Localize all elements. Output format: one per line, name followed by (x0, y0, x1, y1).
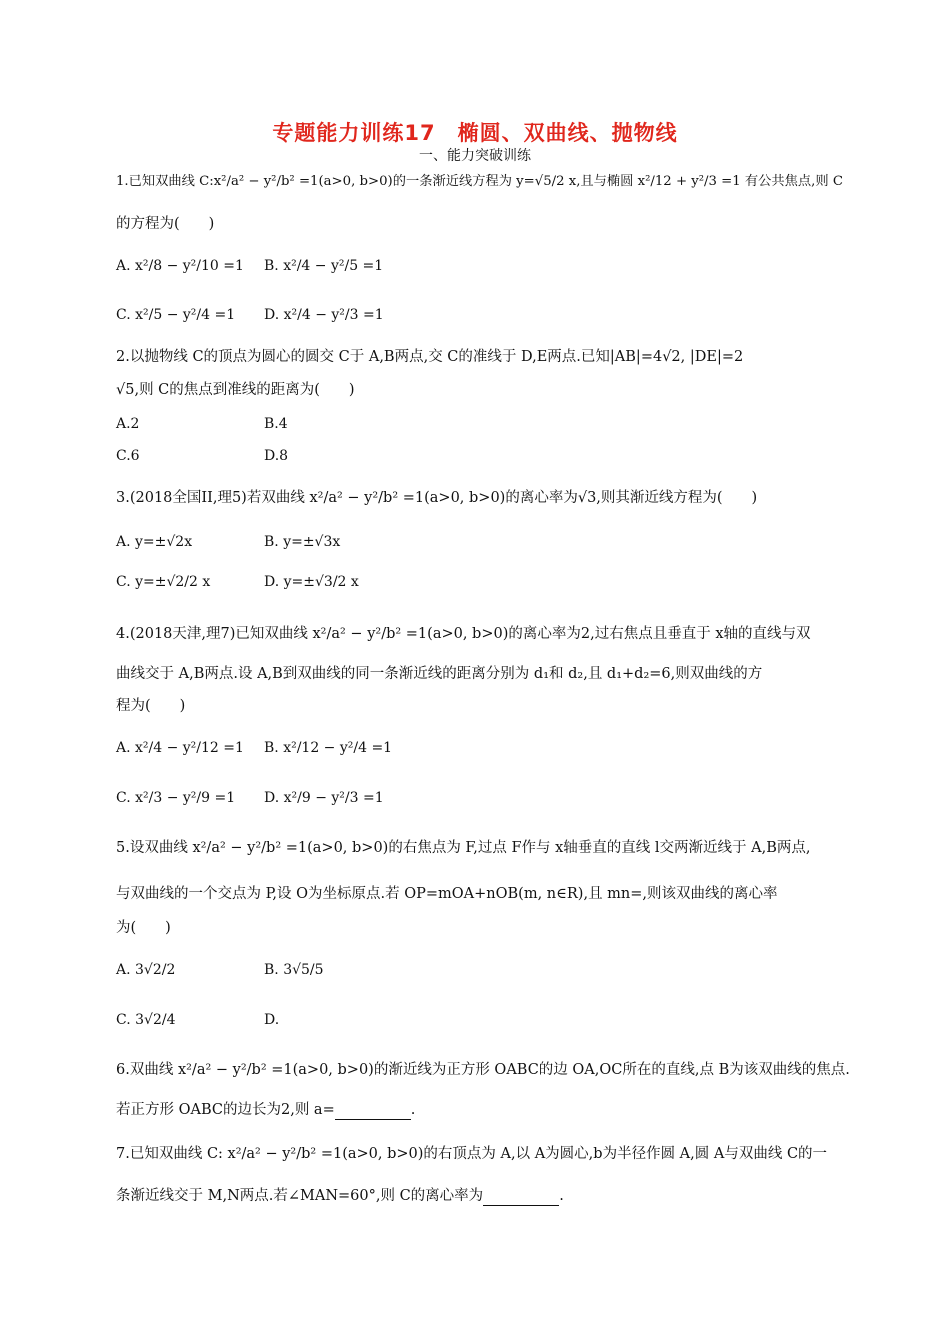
question-5-option-d: D. (264, 1012, 280, 1028)
question-1-option-b: B. x²/4 − y²/5 =1 (264, 258, 384, 274)
section-subtitle: 一、能力突破训练 (419, 148, 531, 164)
question-3-option-d: D. y=±√3/2 x (264, 574, 359, 590)
question-5-option-b: B. 3√5/5 (264, 962, 324, 978)
question-5-stem-cont: 与双曲线的一个交点为 P,设 O为坐标原点.若 OP=mOA+nOB(m, n∈R),且 mn=,则该双曲线的离心率 (116, 886, 778, 902)
question-3-option-c: C. y=±√2/2 x (116, 574, 211, 590)
question-2-option-c: C.6 (116, 448, 140, 464)
question-5-option-a: A. 3√2/2 (116, 962, 176, 978)
question-3-option-b: B. y=±√3x (264, 534, 341, 550)
question-5-option-c: C. 3√2/4 (116, 1012, 176, 1028)
question-4-stem-cont: 曲线交于 A,B两点.设 A,B到双曲线的同一条渐近线的距离分别为 d₁和 d₂,且 d₁+d₂=6,则双曲线的方 (116, 666, 763, 682)
page-title: 专题能力训练17 椭圆、双曲线、抛物线 (272, 121, 678, 145)
question-4-option-b: B. x²/12 − y²/4 =1 (264, 740, 393, 756)
question-3-option-a: A. y=±√2x (116, 534, 193, 550)
question-1-stem-cont: 的方程为( ) (116, 216, 215, 232)
question-6-prompt: 若正方形 OABC的边长为2,则 a= (116, 1102, 335, 1118)
question-4-option-c: C. x²/3 − y²/9 =1 (116, 790, 236, 806)
question-4-option-d: D. x²/9 − y²/3 =1 (264, 790, 384, 806)
question-1-option-d: D. x²/4 − y²/3 =1 (264, 307, 384, 323)
question-5-stem-end: 为( ) (116, 920, 171, 936)
question-1-option-a: A. x²/8 − y²/10 =1 (116, 258, 244, 274)
question-6-answer-blank[interactable] (335, 1105, 411, 1120)
question-4-stem: 4.(2018天津,理7)已知双曲线 x²/a² − y²/b² =1(a>0, b>0)的离心率为2,过右焦点且垂直于 x轴的直线与双 (116, 626, 811, 642)
question-1-option-c: C. x²/5 − y²/4 =1 (116, 307, 236, 323)
question-7-prompt: 条渐近线交于 M,N两点.若∠MAN=60°,则 C的离心率为 (116, 1188, 484, 1204)
question-6-stem: 6.双曲线 x²/a² − y²/b² =1(a>0, b>0)的渐近线为正方形 OABC的边 OA,OC所在的直线,点 B为该双曲线的焦点. (116, 1062, 850, 1078)
question-6-stem-cont (116, 1100, 415, 1120)
question-2-option-a: A.2 (116, 416, 140, 432)
question-2-option-d: D.8 (264, 448, 289, 464)
question-2-stem: 2.以抛物线 C的顶点为圆心的圆交 C于 A,B两点,交 C的准线于 D,E两点.已知|AB|=4√2, |DE|=2 (116, 349, 744, 365)
question-3-stem: 3.(2018全国II,理5)若双曲线 x²/a² − y²/b² =1(a>0, b>0)的离心率为√3,则其渐近线方程为( ) (116, 490, 758, 506)
question-2-option-b: B.4 (264, 416, 288, 432)
question-1-stem: 1.已知双曲线 C:x²/a² − y²/b² =1(a>0, b>0)的一条渐近线方程为 y=√5/2 x,且与椭圆 x²/12 + y²/3 =1 有公共焦点,则 C (116, 174, 843, 189)
question-5-stem: 5.设双曲线 x²/a² − y²/b² =1(a>0, b>0)的右焦点为 F,过点 F作与 x轴垂直的直线 l交两渐近线于 A,B两点, (116, 840, 811, 856)
question-7-period: . (559, 1188, 564, 1204)
question-7-stem: 7.已知双曲线 C: x²/a² − y²/b² =1(a>0, b>0)的右顶点为 A,以 A为圆心,b为半径作圆 A,圆 A与双曲线 C的一 (116, 1146, 828, 1162)
question-7-answer-blank[interactable] (483, 1191, 559, 1206)
question-4-stem-end: 程为( ) (116, 698, 186, 714)
question-2-stem-cont: √5,则 C的焦点到准线的距离为( ) (116, 382, 355, 398)
question-4-option-a: A. x²/4 − y²/12 =1 (116, 740, 244, 756)
question-7-stem-cont (116, 1186, 564, 1206)
question-6-period: . (410, 1102, 416, 1118)
